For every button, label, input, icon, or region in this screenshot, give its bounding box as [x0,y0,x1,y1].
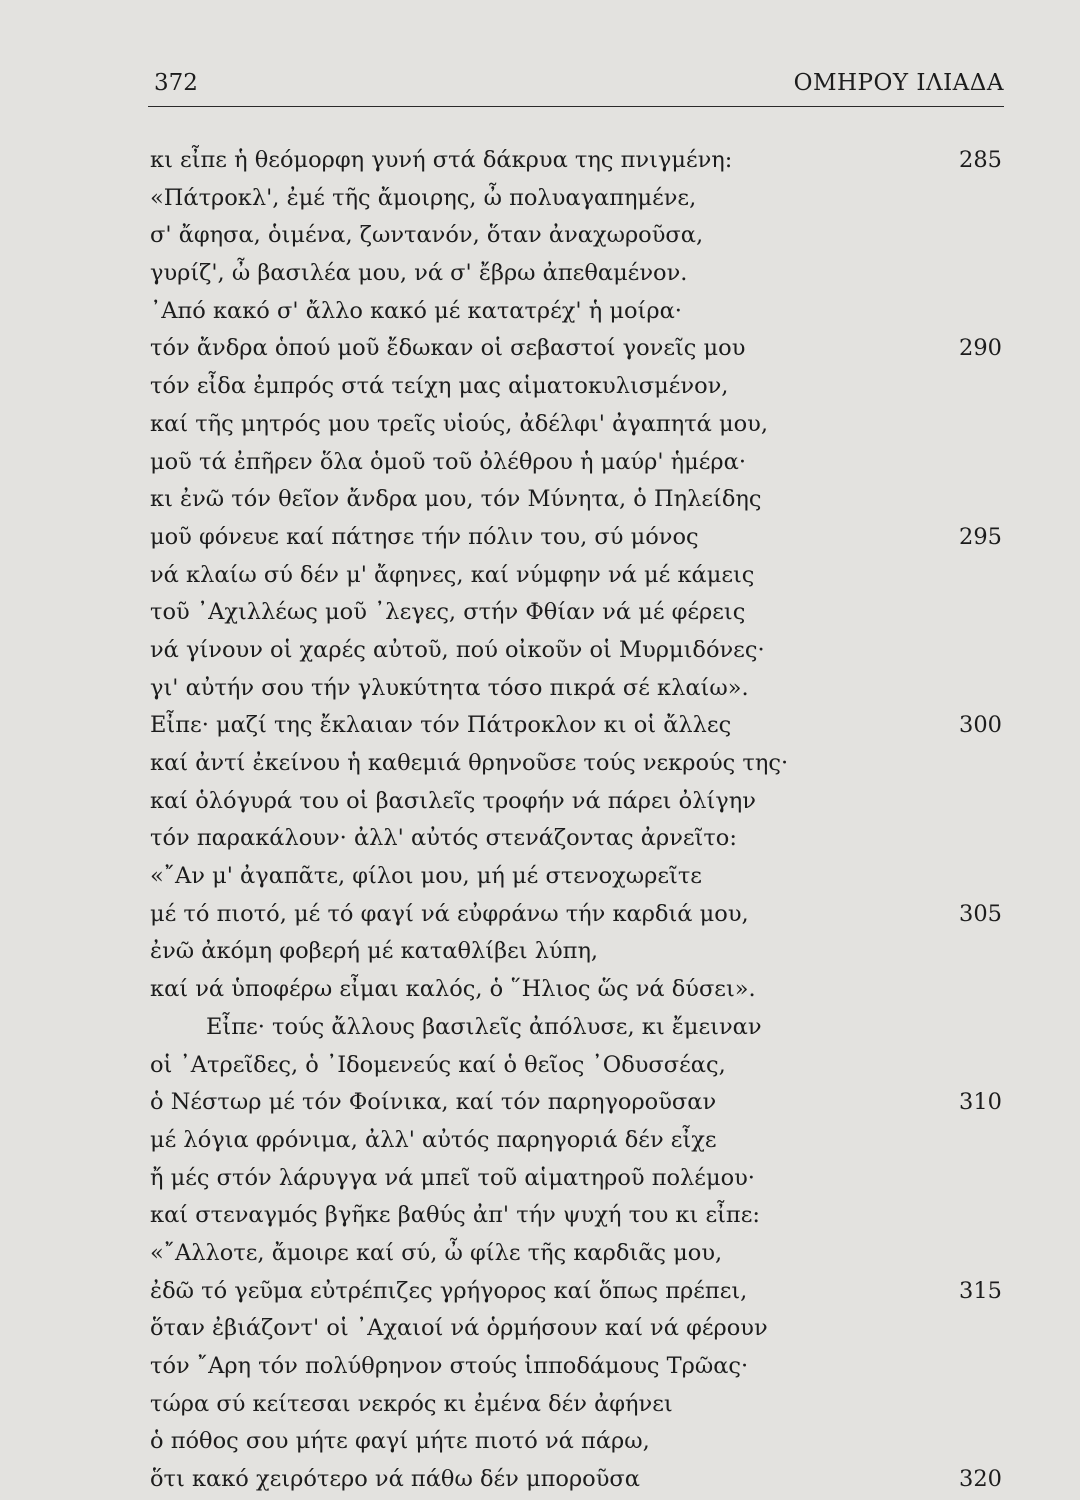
line-number: 315 [959,1277,1002,1304]
verse-text: ὁ πόθος σου μήτε φαγί μήτε πιοτό νά πάρω, [150,1428,650,1455]
page-header [148,66,1004,107]
verse-text: κι ἐνῶ τόν θεῖον ἄνδρα μου, τόν Μύνητα, ὁ Πηλείδης [150,486,762,513]
verse-text: Εἶπε· τούς ἄλλους βασιλεῖς ἀπόλυσε, κι ἔμειναν [206,1013,762,1040]
verse-line [150,1235,1002,1273]
verse-line [150,933,1002,971]
verse-text: τόν ἄνδρα ὁπού μοῦ ἔδωκαν οἱ σεβαστοί γονεῖς μου [150,335,746,362]
page-number: 372 [154,70,198,96]
verse-line [150,1273,1002,1311]
verse-text: οἱ ᾿Ατρεῖδες, ὁ ᾿Ιδομενεύς καί ὁ θεῖος ᾿Οδυσσέας, [150,1051,726,1078]
verse-text: μοῦ τά ἐπῆρεν ὅλα ὁμοῦ τοῦ ὀλέθρου ἡ μαύρ' ἡμέρα· [150,448,747,475]
verse-line [150,1047,1002,1085]
line-number: 310 [959,1089,1002,1116]
verse-line [150,1423,1002,1461]
verse-text: μοῦ φόνευε καί πάτησε τήν πόλιν του, σύ μόνος [150,523,699,550]
verse-text: σ' ἄφησα, ὁιμένα, ζωντανόν, ὅταν ἀναχωροῦσα, [150,222,704,249]
verse-line [150,1009,1002,1047]
verse-line [150,1197,1002,1235]
verse-line [150,1122,1002,1160]
line-number: 305 [959,900,1002,927]
verse-text: τώρα σύ κείτεσαι νεκρός κι ἐμένα δέν ἀφήνει [150,1390,673,1417]
verse-text: «῎Αλλοτε, ἄμοιρε καί σύ, ὦ φίλε τῆς καρδιᾶς μου, [150,1239,723,1266]
verse-text: καί ἀντί ἐκείνου ἡ καθεμιά θρηνοῦσε τούς νεκρούς της· [150,750,789,776]
verse-line [150,820,1002,858]
verse-text: ἐδῶ τό γεῦμα εὐτρέπιζες γρήγορος καί ὅπως πρέπει, [150,1277,748,1304]
verse-line [150,142,1002,180]
line-number: 285 [959,147,1002,173]
verse-line [150,1348,1002,1386]
line-number: 300 [959,712,1002,739]
verse-line [150,1084,1002,1122]
verse-text: μέ λόγια φρόνιμα, ἀλλ' αὐτός παρηγοριά δέν εἶχε [150,1126,717,1153]
verse-text: τόν ῎Αρη τόν πολύθρηνον στούς ἱπποδάμους Τρῶας· [150,1353,749,1379]
verse-line [150,368,1002,406]
verse-text: ὁ Νέστωρ μέ τόν Φοίνικα, καί τόν παρηγοροῦσαν [150,1089,717,1116]
verse-text: καί στεναγμός βγῆκε βαθύς ἀπ' τήν ψυχή του κι εἶπε: [150,1202,760,1229]
verse-line [150,594,1002,632]
verse-text: Εἶπε· μαζί της ἔκλαιαν τόν Πάτροκλον κι οἱ ἄλλες [150,712,732,739]
verse-text: «Πάτροκλ', ἐμέ τῆς ἄμοιρης, ὦ πολυαγαπημένε, [150,184,697,211]
verse-text: γι' αὐτήν σου τήν γλυκύτητα τόσο πικρά σέ κλαίω». [150,674,749,701]
verse-text: «῎Αν μ' ἀγαπᾶτε, φίλοι μου, μή μέ στενοχωρεῖτε [150,863,702,890]
verse-text: τόν εἶδα ἐμπρός στά τείχη μας αἱματοκυλισμένον, [150,373,729,400]
verse-line [150,255,1002,293]
verse-line [150,330,1002,368]
verse-text: ᾿Από κακό σ' ἄλλο κακό μέ κατατρέχ' ἡ μοίρα· [150,297,682,324]
verse-text: τόν παρακάλουν· ἀλλ' αὐτός στενάζοντας ἀρνεῖτο: [150,825,737,852]
verse-line [150,1386,1002,1424]
verse-text: γυρίζ', ὦ βασιλέα μου, νά σ' ἔβρω ἀπεθαμένον. [150,260,688,287]
verse-text: καί τῆς μητρός μου τρεῖς υἱούς, ἀδέλφι' ἀγαπητά μου, [150,410,768,437]
verse-line [150,670,1002,708]
verse-line [150,971,1002,1009]
verse-line [150,707,1002,745]
verse-line [150,632,1002,670]
verse-text: νά γίνουν οἱ χαρές αὐτοῦ, πού οἰκοῦν οἱ Μυρμιδόνες· [150,636,765,663]
line-number: 295 [959,523,1002,550]
verse-text: ὅτι κακό χειρότερο νά πάθω δέν μποροῦσα [150,1466,640,1493]
verse-line [150,1160,1002,1198]
verse-text: ἤ μές στόν λάρυγγα νά μπεῖ τοῦ αἱματηροῦ πολέμου· [150,1164,755,1191]
verse-line [150,293,1002,331]
verse-text: μέ τό πιοτό, μέ τό φαγί νά εὐφράνω τήν καρδιά μου, [150,900,749,927]
verse-text: κι εἶπε ἡ θεόμορφη γυνή στά δάκρυα της πνιγμένη: [150,147,733,173]
running-title: ΟΜΗΡΟΥ ΙΛΙΑΔΑ [793,70,1004,96]
verse-text: καί ὁλόγυρά του οἱ βασιλεῖς τροφήν νά πάρει ὀλίγην [150,787,756,814]
verse-text: καί νά ὑποφέρω εἶμαι καλός, ὁ ῞Ηλιος ὥς νά δύσει». [150,976,756,1003]
verse-line [150,444,1002,482]
verse-line [150,217,1002,255]
verse-line [150,1461,1002,1499]
verse-line [150,557,1002,595]
verse-line [150,519,1002,557]
verse-line [150,180,1002,218]
verse-text: τοῦ ᾿Αχιλλέως μοῦ ᾿λεγες, στήν Φθίαν νά μέ φέρεις [150,599,746,626]
verse-block [150,142,1002,1499]
verse-text: ὅταν ἐβιάζοντ' οἱ ᾿Αχαιοί νά ὁρμήσουν καί νά φέρουν [150,1315,768,1342]
verse-line [150,745,1002,783]
verse-line [150,1310,1002,1348]
verse-line [150,783,1002,821]
verse-text: ἐνῶ ἀκόμη φοβερή μέ καταθλίβει λύπη, [150,938,599,965]
verse-line [150,406,1002,444]
verse-line [150,896,1002,934]
verse-line [150,858,1002,896]
line-number: 320 [959,1466,1002,1493]
line-number: 290 [959,335,1002,362]
verse-line [150,481,1002,519]
verse-text: νά κλαίω σύ δέν μ' ἄφηνες, καί νύμφην νά μέ κάμεις [150,561,755,588]
